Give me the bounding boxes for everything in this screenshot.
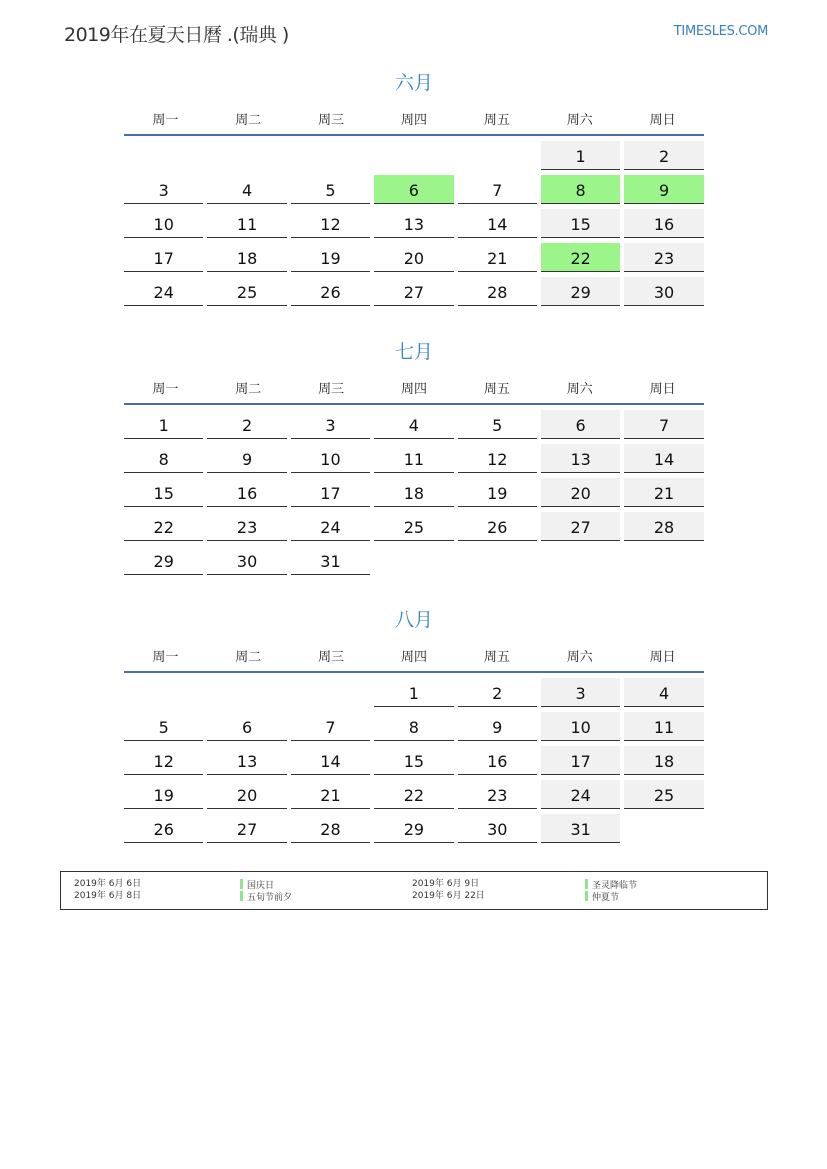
legend-date: 2019年 6月 6日 bbox=[74, 879, 142, 889]
weekday-label: 周三 bbox=[318, 382, 345, 397]
day-cell: 28 bbox=[291, 814, 370, 843]
day-cell: 21 bbox=[458, 243, 537, 272]
day-cell: 1 bbox=[124, 410, 203, 439]
day-cell: 9 bbox=[458, 712, 537, 741]
legend-holiday bbox=[585, 891, 619, 904]
month-title: 七月 bbox=[394, 341, 433, 363]
legend-holiday-name: 圣灵降临节 bbox=[592, 881, 638, 891]
empty-cell bbox=[207, 141, 286, 170]
page-title: 2019年在夏天日曆 .(瑞典 ) bbox=[64, 24, 289, 46]
day-cell: 16 bbox=[207, 478, 286, 507]
day-cell: 1 bbox=[541, 141, 620, 170]
weekday-label: 周一 bbox=[152, 650, 179, 665]
day-cell: 30 bbox=[624, 277, 703, 306]
day-cell: 16 bbox=[458, 746, 537, 775]
day-cell: 25 bbox=[374, 512, 453, 541]
empty-cell bbox=[124, 141, 203, 170]
day-cell: 27 bbox=[207, 814, 286, 843]
day-cell: 19 bbox=[458, 478, 537, 507]
day-cell: 3 bbox=[291, 410, 370, 439]
day-cell: 18 bbox=[374, 478, 453, 507]
day-cell: 7 bbox=[291, 712, 370, 741]
day-cell: 1 bbox=[374, 678, 453, 707]
day-cell: 12 bbox=[458, 444, 537, 473]
day-cell: 8 bbox=[124, 444, 203, 473]
site-link[interactable]: TIMESLES.COM bbox=[673, 24, 768, 39]
legend-holiday-name: 国庆日 bbox=[247, 881, 275, 891]
day-cell: 5 bbox=[291, 175, 370, 204]
empty-cell bbox=[291, 678, 370, 707]
day-cell: 24 bbox=[124, 277, 203, 306]
day-cell: 11 bbox=[374, 444, 453, 473]
weekday-label: 周五 bbox=[483, 382, 510, 397]
day-cell: 4 bbox=[207, 175, 286, 204]
day-cell: 6 bbox=[374, 175, 453, 204]
legend-holiday-name: 仲夏节 bbox=[592, 893, 620, 903]
weekday-label: 周日 bbox=[649, 650, 676, 665]
day-cell: 21 bbox=[291, 780, 370, 809]
day-cell: 4 bbox=[624, 678, 703, 707]
empty-cell bbox=[291, 141, 370, 170]
day-cell: 5 bbox=[124, 712, 203, 741]
weekday-label: 周六 bbox=[566, 113, 593, 128]
day-cell: 15 bbox=[124, 478, 203, 507]
weekday-label: 周日 bbox=[649, 113, 676, 128]
weekday-label: 周日 bbox=[649, 382, 676, 397]
day-cell: 3 bbox=[124, 175, 203, 204]
weekday-header bbox=[124, 635, 704, 673]
weekday-label: 周三 bbox=[318, 650, 345, 665]
day-cell: 18 bbox=[207, 243, 286, 272]
day-cell: 15 bbox=[541, 209, 620, 238]
day-grid bbox=[124, 410, 704, 575]
weekday-label: 周二 bbox=[235, 650, 262, 665]
day-cell: 7 bbox=[458, 175, 537, 204]
day-cell: 17 bbox=[291, 478, 370, 507]
day-cell: 22 bbox=[124, 512, 203, 541]
month-july bbox=[124, 337, 704, 575]
day-cell: 11 bbox=[624, 712, 703, 741]
day-cell: 18 bbox=[624, 746, 703, 775]
day-cell: 20 bbox=[374, 243, 453, 272]
day-cell: 13 bbox=[541, 444, 620, 473]
day-cell: 8 bbox=[541, 175, 620, 204]
weekday-label: 周二 bbox=[235, 382, 262, 397]
weekday-header bbox=[124, 367, 704, 405]
legend-holiday bbox=[240, 891, 292, 904]
holiday-legend bbox=[60, 871, 768, 910]
day-cell: 17 bbox=[541, 746, 620, 775]
day-cell: 24 bbox=[541, 780, 620, 809]
legend-date: 2019年 6月 22日 bbox=[412, 891, 485, 901]
day-cell: 4 bbox=[374, 410, 453, 439]
day-cell: 14 bbox=[624, 444, 703, 473]
day-cell: 31 bbox=[541, 814, 620, 843]
weekday-header bbox=[124, 98, 704, 136]
day-cell: 3 bbox=[541, 678, 620, 707]
weekday-label: 周四 bbox=[401, 650, 428, 665]
day-cell: 20 bbox=[541, 478, 620, 507]
day-cell: 13 bbox=[207, 746, 286, 775]
day-cell: 22 bbox=[541, 243, 620, 272]
day-cell: 20 bbox=[207, 780, 286, 809]
day-cell: 24 bbox=[291, 512, 370, 541]
day-cell: 16 bbox=[624, 209, 703, 238]
month-august bbox=[124, 605, 704, 843]
day-cell: 28 bbox=[624, 512, 703, 541]
day-cell: 26 bbox=[124, 814, 203, 843]
day-cell: 19 bbox=[291, 243, 370, 272]
day-cell: 29 bbox=[541, 277, 620, 306]
day-cell: 6 bbox=[541, 410, 620, 439]
day-cell: 25 bbox=[207, 277, 286, 306]
day-cell: 22 bbox=[374, 780, 453, 809]
day-grid bbox=[124, 141, 704, 306]
day-cell: 5 bbox=[458, 410, 537, 439]
month-title: 八月 bbox=[394, 609, 433, 631]
month-title: 六月 bbox=[394, 72, 433, 94]
day-cell: 6 bbox=[207, 712, 286, 741]
empty-cell bbox=[458, 141, 537, 170]
day-cell: 19 bbox=[124, 780, 203, 809]
day-grid bbox=[124, 678, 704, 843]
day-cell: 21 bbox=[624, 478, 703, 507]
empty-cell bbox=[207, 678, 286, 707]
weekday-label: 周三 bbox=[318, 113, 345, 128]
day-cell: 11 bbox=[207, 209, 286, 238]
day-cell: 23 bbox=[207, 512, 286, 541]
day-cell: 28 bbox=[458, 277, 537, 306]
day-cell: 29 bbox=[374, 814, 453, 843]
day-cell: 27 bbox=[541, 512, 620, 541]
day-cell: 23 bbox=[624, 243, 703, 272]
day-cell: 12 bbox=[291, 209, 370, 238]
weekday-label: 周四 bbox=[401, 113, 428, 128]
day-cell: 29 bbox=[124, 546, 203, 575]
day-cell: 31 bbox=[291, 546, 370, 575]
legend-date: 2019年 6月 8日 bbox=[74, 891, 142, 901]
day-cell: 9 bbox=[207, 444, 286, 473]
day-cell: 9 bbox=[624, 175, 703, 204]
day-cell: 10 bbox=[291, 444, 370, 473]
day-cell: 2 bbox=[458, 678, 537, 707]
day-cell: 14 bbox=[291, 746, 370, 775]
legend-holiday-name: 五旬节前夕 bbox=[247, 893, 293, 903]
weekday-label: 周一 bbox=[152, 113, 179, 128]
day-cell: 17 bbox=[124, 243, 203, 272]
day-cell: 15 bbox=[374, 746, 453, 775]
weekday-label: 周五 bbox=[483, 650, 510, 665]
weekday-label: 周六 bbox=[566, 650, 593, 665]
day-cell: 13 bbox=[374, 209, 453, 238]
day-cell: 7 bbox=[624, 410, 703, 439]
day-cell: 2 bbox=[207, 410, 286, 439]
weekday-label: 周六 bbox=[566, 382, 593, 397]
day-cell: 26 bbox=[458, 512, 537, 541]
weekday-label: 周四 bbox=[401, 382, 428, 397]
day-cell: 26 bbox=[291, 277, 370, 306]
weekday-label: 周五 bbox=[483, 113, 510, 128]
day-cell: 25 bbox=[624, 780, 703, 809]
day-cell: 12 bbox=[124, 746, 203, 775]
day-cell: 30 bbox=[458, 814, 537, 843]
weekday-label: 周二 bbox=[235, 113, 262, 128]
day-cell: 8 bbox=[374, 712, 453, 741]
empty-cell bbox=[374, 141, 453, 170]
day-cell: 10 bbox=[541, 712, 620, 741]
day-cell: 23 bbox=[458, 780, 537, 809]
day-cell: 27 bbox=[374, 277, 453, 306]
empty-cell bbox=[124, 678, 203, 707]
day-cell: 30 bbox=[207, 546, 286, 575]
day-cell: 14 bbox=[458, 209, 537, 238]
day-cell: 10 bbox=[124, 209, 203, 238]
day-cell: 2 bbox=[624, 141, 703, 170]
month-june bbox=[124, 68, 704, 306]
weekday-label: 周一 bbox=[152, 382, 179, 397]
legend-date: 2019年 6月 9日 bbox=[412, 879, 480, 889]
